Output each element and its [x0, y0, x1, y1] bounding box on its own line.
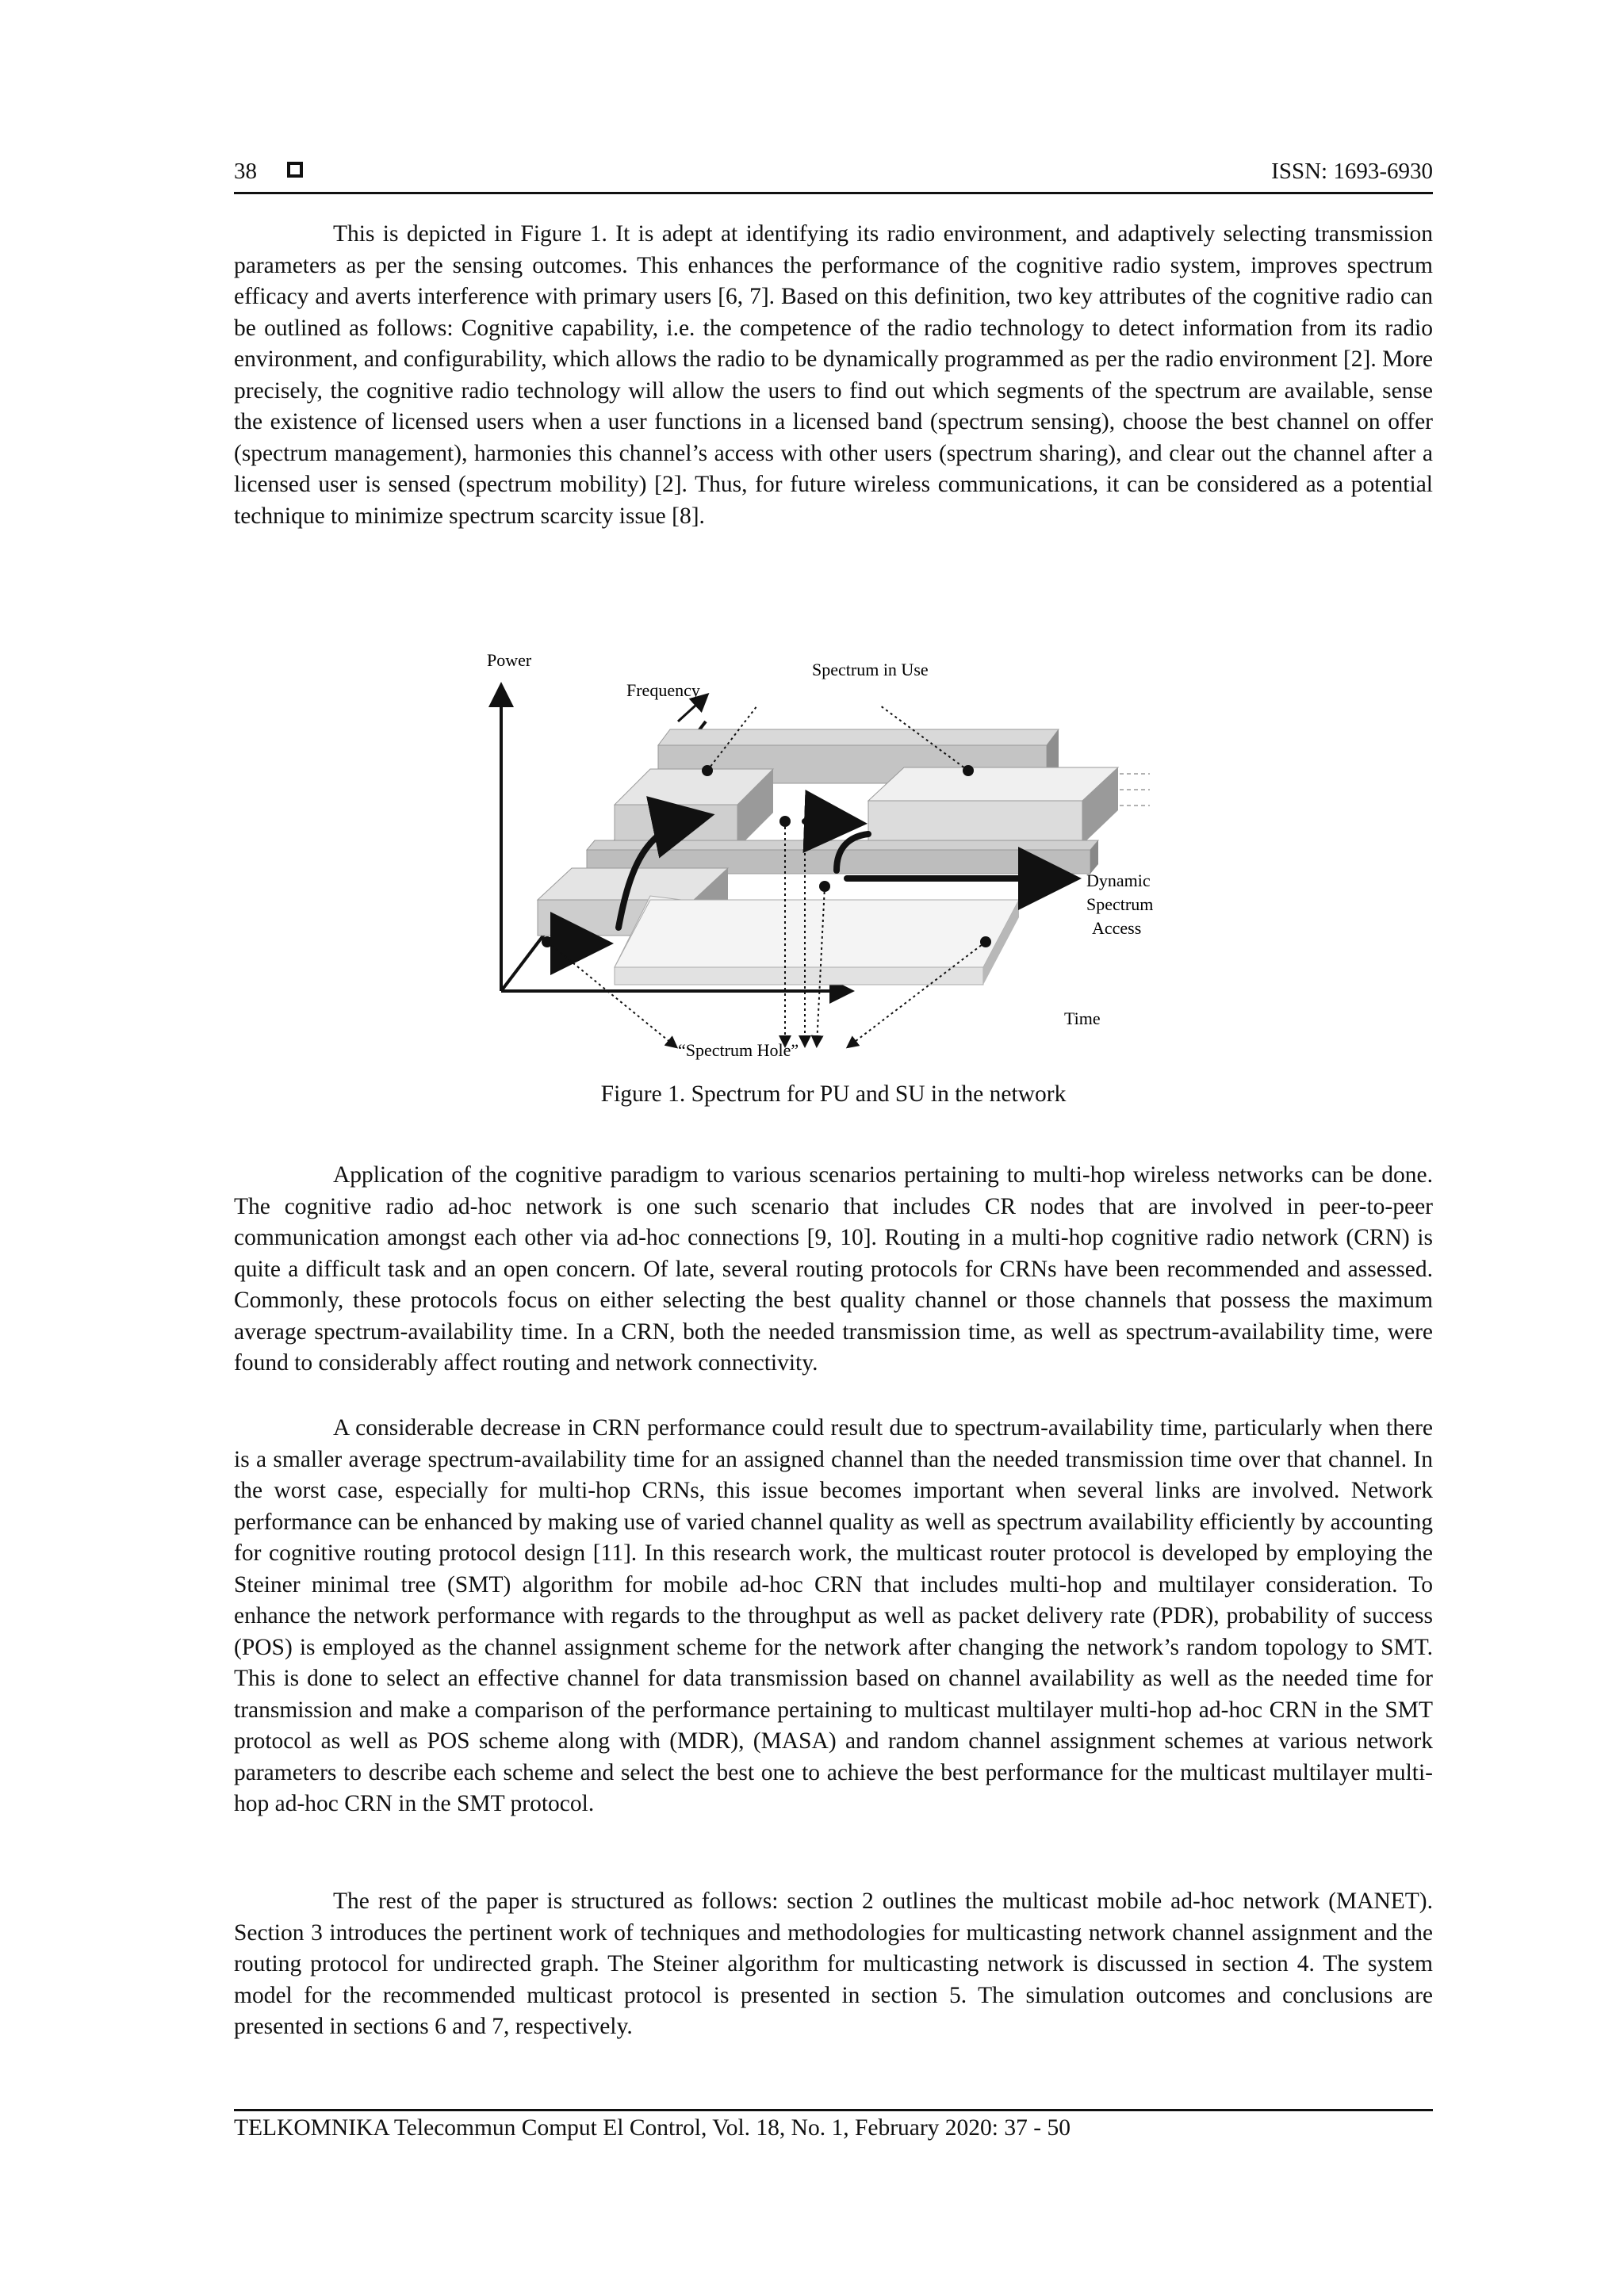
paragraph-2: Application of the cognitive paradigm to various scenarios pertaining to multi-hop wireless networks can be done. The cognitive radio ad-hoc network is one such scenario that includes CR nodes that are involved in peer-to-peer communication amongst each other via ad-hoc connections [9, 10]. Routing in a multi-hop cognitive radio network (CRN) is quite a difficult task and an open concern. Of late, several routing protocols for CRNs have been recommended and assessed. Commonly, these protocols focus on either selecting the best quality channel or those channels that possess the maximum average spectrum-availability time. In a CRN, both the needed transmission time, as well as spectrum-availability time, were found to considerably affect routing and network connectivity.: [234, 1162, 1433, 1376]
footer-rule: [234, 2109, 1433, 2111]
issn: ISSN: 1693-6930: [1271, 159, 1433, 184]
paragraph-4: The rest of the paper is structured as follows: section 2 outlines the multicast mobile ad-hoc network (MANET). Section 3 introduces the pertinent work of techniques and methodologies for multicasting network channel assignment and the routing protocol for undirected graph. The Steiner algorithm for multicasting network is discussed in section 4. The system model for the recommended multicast protocol is presented in section 5. The simulation outcomes and conclusions are presented in sections 6 and 7, respectively.: [234, 1888, 1433, 2039]
spectrum-in-use-label: Spectrum in Use: [812, 660, 929, 679]
spectrum-blocks: [538, 729, 1150, 985]
dynamic-spectrum-access-label-2: Spectrum: [1086, 894, 1154, 914]
figure-1: [476, 634, 1189, 1062]
power-label: Power: [487, 650, 532, 670]
page-header: [234, 155, 1433, 193]
spectrum-block: [615, 769, 773, 848]
time-label: Time: [1064, 1008, 1101, 1028]
page-number: 38: [234, 159, 257, 184]
header-rule: [234, 192, 1433, 194]
dynamic-spectrum-access-label-3: Access: [1092, 918, 1142, 938]
spectrum-block: [615, 896, 1019, 985]
square-bullet-icon: [287, 162, 303, 178]
dynamic-spectrum-access-label-1: Dynamic: [1086, 871, 1151, 890]
spectrum-block: [868, 767, 1118, 844]
frequency-label: Frequency: [626, 680, 700, 700]
footer-citation: TELKOMNIKA Telecommun Comput El Control, Vol. 18, No. 1, February 2020: 37 - 50: [234, 2115, 1071, 2141]
spectrum-diagram: [476, 634, 1189, 1062]
spectrum-hole-label: “Spectrum Hole”: [678, 1040, 799, 1060]
paragraph-3: A considerable decrease in CRN performance could result due to spectrum-availability time, particularly when there is a smaller average spectrum-availability time for an assigned channel than the needed transmission time over that channel. In the worst case, especially for multi-hop CRNs, this issue becomes important when several links are involved. Network performance can be enhanced by making use of varied channel quality as well as spectrum availability efficiently by accounting for cognitive routing protocol design [11]. In this research work, the multicast router protocol is developed by employing the Steiner minimal tree (SMT) algorithm for mobile ad-hoc CRN that includes multi-hop and multilayer consideration. To enhance the network performance with regards to the throughput as well as packet delivery rate (PDR), probability of success (POS) is employed as the channel assignment scheme for the network after changing the network’s random topology to SMT. This is done to select an effective channel for data transmission based on channel availability as well as the needed time for transmission and make a comparison of the performance pertaining to multicast multilayer multi-hop ad-hoc CRN in the SMT protocol as well as POS scheme along with (MDR), (MASA) and random channel assignment schemes at various network parameters to describe each scheme and select the best one to achieve the best performance for the multicast multilayer multi-hop ad-hoc CRN in the SMT protocol.: [234, 1415, 1433, 1816]
figure-caption: Figure 1. Spectrum for PU and SU in the network: [600, 1081, 1067, 1107]
paragraph-1: This is depicted in Figure 1. It is adept at identifying its radio environment, and adaptively selecting transmission parameters as per the sensing outcomes. This enhances the performance of the cognitive radio system, improves spectrum efficacy and averts interference with primary users [6, 7]. Based on this definition, two key attributes of the cognitive radio can be outlined as follows: Cognitive capability, i.e. the competence of the radio technology to detect information from its radio environment, and configurability, which allows the radio to be dynamically programmed as per the radio environment [2]. More precisely, the cognitive radio technology will allow the users to find out which segments of the spectrum are available, sense the existence of licensed users when a user functions in a licensed band (spectrum sensing), choose the best channel on offer (spectrum management), harmonies this channel’s access with other users (spectrum sharing), and clear out the channel after a licensed user is sensed (spectrum mobility) [2]. Thus, for future wireless communications, it can be considered as a potential technique to minimize spectrum scarcity issue [8].: [234, 221, 1433, 529]
